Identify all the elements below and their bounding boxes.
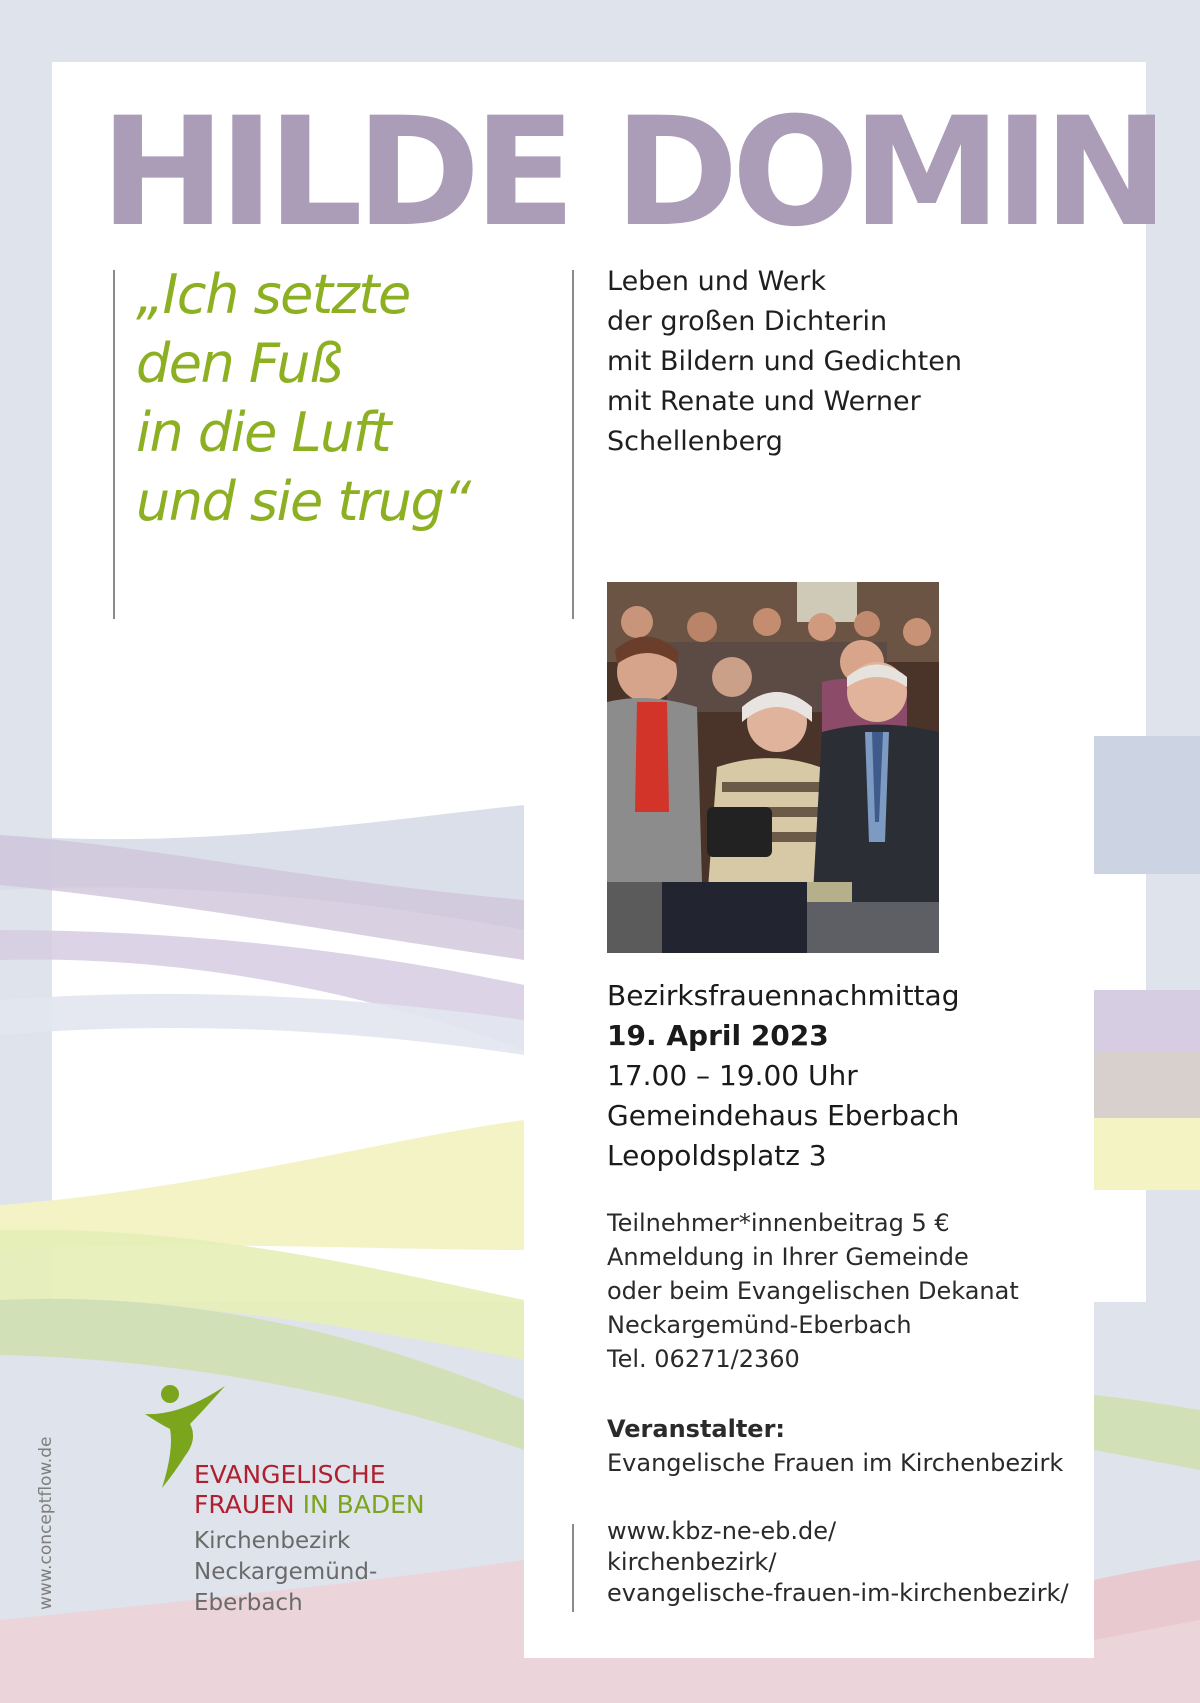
url-divider [572, 1524, 574, 1612]
url-line: evangelische-frauen-im-kirchenbezirk/ [607, 1579, 1069, 1607]
phone-line: Tel. 06271/2360 [607, 1345, 800, 1373]
quote-line: und sie trug“ [136, 470, 470, 533]
description-line: mit Renate und Werner [607, 386, 921, 417]
district-line: Eberbach [194, 1590, 303, 1616]
district-line: Kirchenbezirk [194, 1528, 351, 1554]
poem-quote [136, 260, 576, 536]
organizer-name: Evangelische Frauen im Kirchenbezirk [607, 1449, 1064, 1477]
description-line: Schellenberg [607, 426, 783, 457]
description-line: der großen Dichterin [607, 306, 888, 337]
event-venue: Gemeindehaus Eberbach [607, 1099, 960, 1132]
district-line: Neckargemünd- [194, 1559, 378, 1585]
event-description [607, 262, 1087, 462]
district-name [194, 1526, 377, 1619]
website-link[interactable] [607, 1516, 1087, 1609]
event-address: Leopoldsplatz 3 [607, 1139, 827, 1172]
organizer-block [607, 1412, 1087, 1480]
event-photo [607, 582, 939, 953]
description-line: mit Bildern und Gedichten [607, 346, 962, 377]
url-line: kirchenbezirk/ [607, 1548, 777, 1576]
event-name: Bezirksfrauennachmittag [607, 979, 960, 1012]
logo-wordmark-line2 [194, 1490, 425, 1520]
quote-line: in die Luft [136, 401, 391, 464]
quote-divider [113, 270, 115, 619]
quote-line: den Fuß [136, 332, 342, 395]
registration-line: Anmeldung in Ihrer Gemeinde [607, 1243, 969, 1271]
registration-line: oder beim Evangelischen Dekanat [607, 1277, 1019, 1305]
logo-wordmark-line1: EVANGELISCHE [194, 1460, 386, 1489]
logo-in-baden: IN BADEN [294, 1490, 425, 1519]
registration-line: Neckargemünd-Eberbach [607, 1311, 912, 1339]
event-date: 19. April 2023 [607, 1019, 829, 1052]
event-time: 17.00 – 19.00 Uhr [607, 1059, 858, 1092]
url-line: www.kbz-ne-eb.de/ [607, 1517, 837, 1545]
fee-line: Teilnehmer*innenbeitrag 5 € [607, 1209, 950, 1237]
registration-info [607, 1206, 1087, 1376]
quote-line: „Ich setzte [136, 263, 410, 326]
logo-frauen: FRAUEN [194, 1490, 295, 1519]
description-line: Leben und Werk [607, 266, 827, 297]
event-details [607, 976, 1087, 1176]
design-credit: www.conceptflow.de [36, 1436, 56, 1610]
page-title: HILDE DOMIN [100, 86, 1162, 260]
organizer-label: Veranstalter: [607, 1415, 786, 1443]
